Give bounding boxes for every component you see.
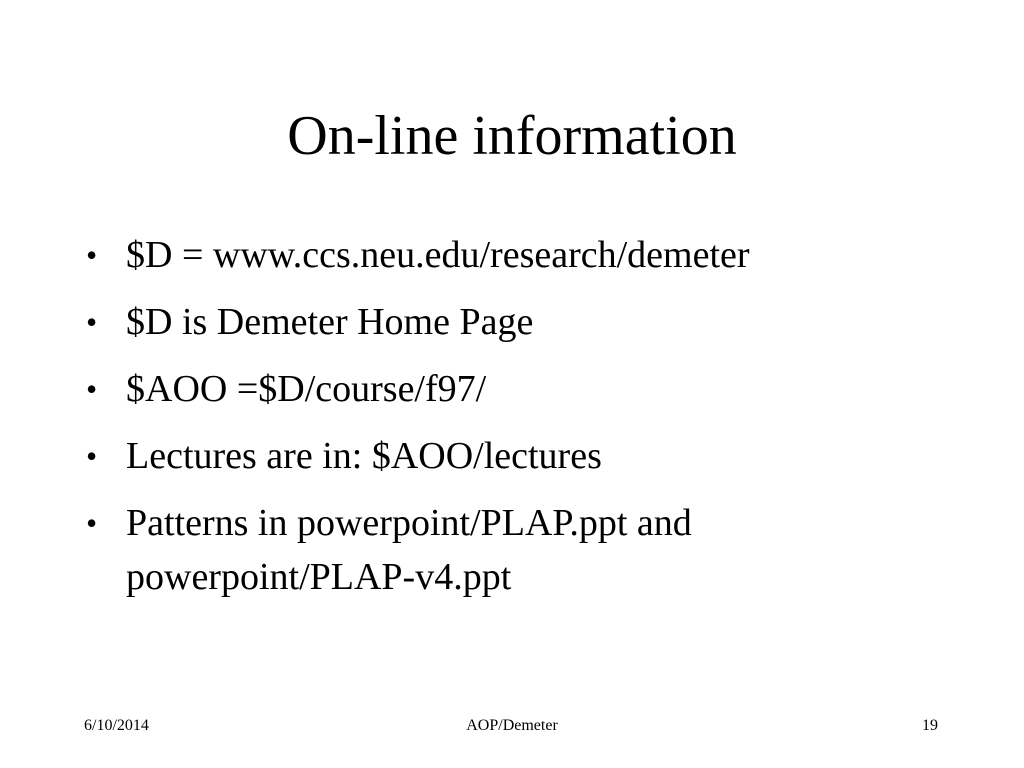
bullet-list bbox=[86, 228, 936, 617]
bullet-icon: • bbox=[86, 371, 98, 407]
bullet-text: Patterns in powerpoint/PLAP.ppt and powerpoint/PLAP-v4.ppt bbox=[126, 502, 692, 598]
bullet-icon: • bbox=[86, 505, 98, 541]
bullet-text: $D is Demeter Home Page bbox=[126, 301, 534, 343]
bullet-icon: • bbox=[86, 438, 98, 474]
bullet-text: $AOO =$D/course/f97/ bbox=[126, 368, 487, 410]
bullet-item bbox=[86, 295, 936, 349]
bullet-text: $D = www.ccs.neu.edu/research/demeter bbox=[126, 234, 750, 276]
bullet-icon: • bbox=[86, 304, 98, 340]
footer-date: 6/10/2014 bbox=[84, 717, 149, 734]
footer-title: AOP/Demeter bbox=[466, 717, 558, 734]
bullet-item bbox=[86, 362, 936, 416]
page-number: 19 bbox=[922, 717, 938, 734]
bullet-item bbox=[86, 228, 936, 282]
bullet-text: Lectures are in: $AOO/lectures bbox=[126, 435, 602, 477]
bullet-item bbox=[86, 496, 936, 604]
bullet-icon: • bbox=[86, 237, 98, 273]
bullet-item bbox=[86, 429, 936, 483]
slide-title: On-line information bbox=[287, 105, 737, 167]
